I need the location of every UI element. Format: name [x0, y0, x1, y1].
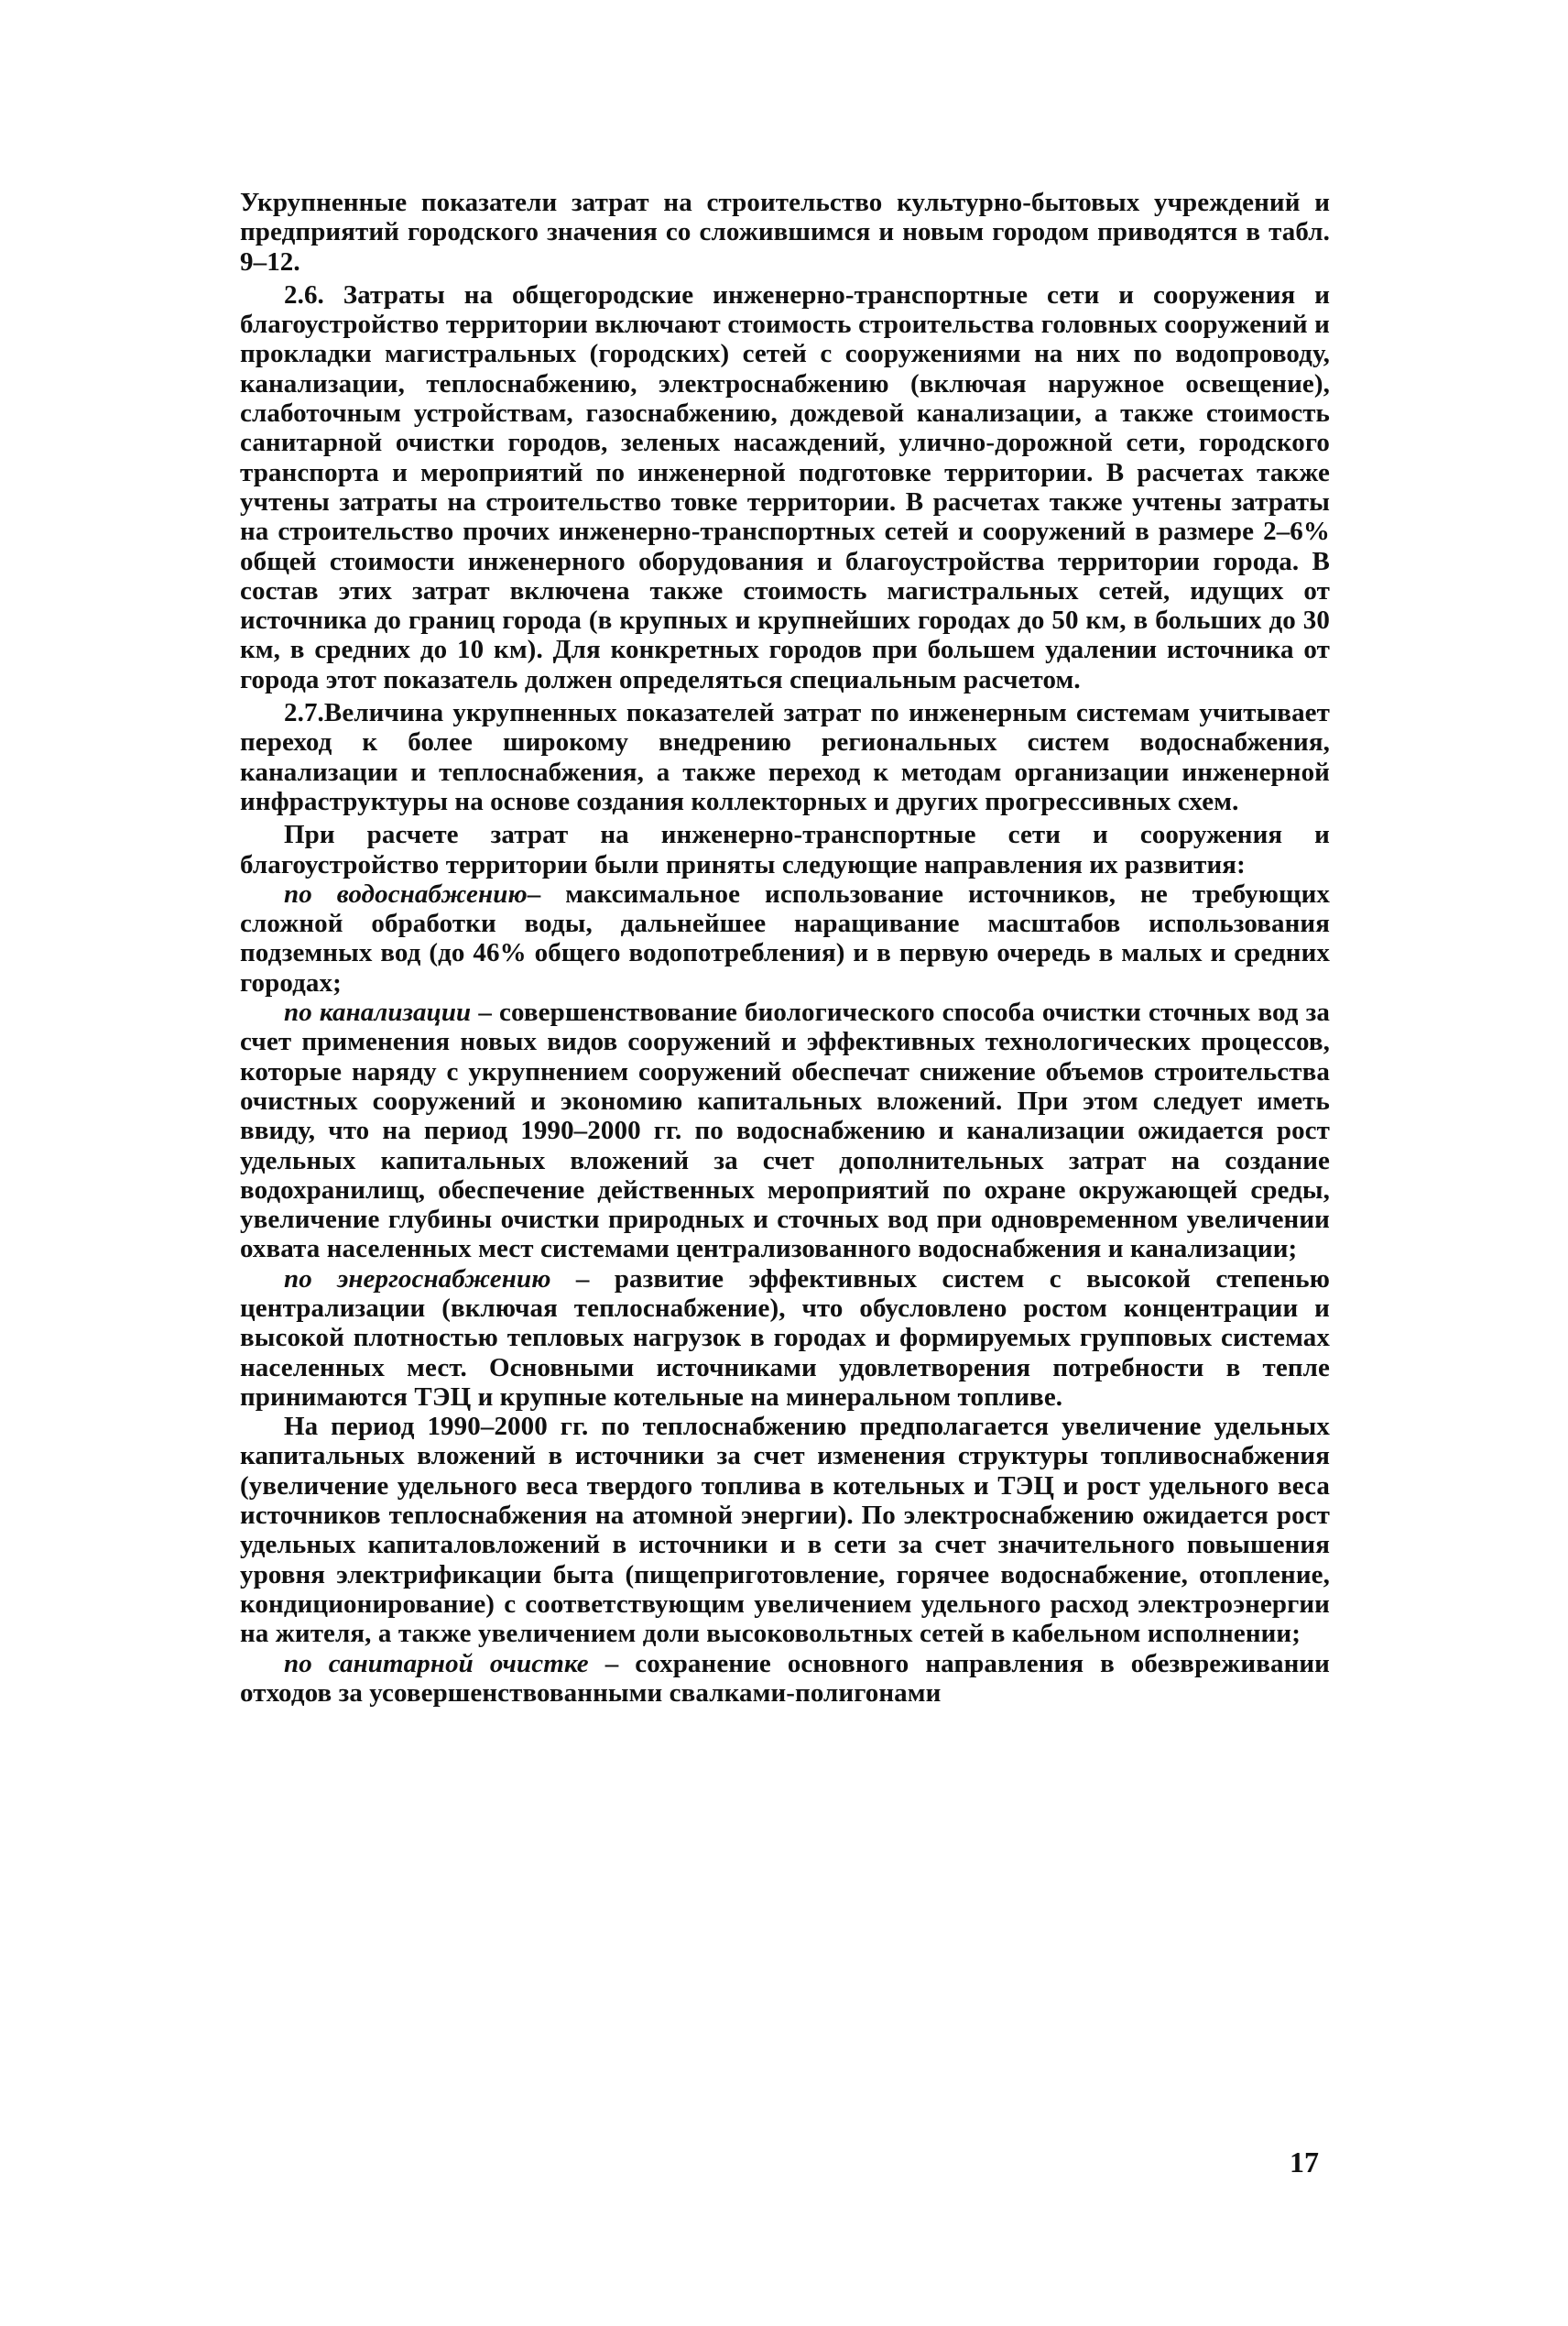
lead-sanitation: по санитарной очистке	[284, 1648, 589, 1678]
paragraph-water-supply	[240, 879, 1330, 998]
lead-water-supply: по водоснабжению	[284, 879, 528, 909]
document-page	[240, 188, 1330, 1708]
paragraph-energy-supply	[240, 1264, 1330, 1412]
page-number: 17	[1290, 2146, 1319, 2179]
paragraph-sanitation	[240, 1649, 1330, 1709]
paragraph-heat-supply: На период 1990–2000 гг. по теплоснабжению предполагается увеличение удельных капитальных вложений в источники за счет изменения структуры топливоснабжения (увеличение удельного веса твердого топлива в котельных и ТЭЦ и рост удельного веса источников теплоснабжения на атомной энергии). По электроснабжению ожидается рост удельных капиталовложений в источники и в сети за счет значительного повышения уровня электрификации быта (пищеприготовление, горячее водоснабжение, отопление, кондиционирование) с соответствующим увеличением удельного расход электроэнергии на жителя, а также увеличением доли высоковольтных сетей в кабельном исполнении;	[240, 1412, 1330, 1649]
text-sanitation: – сохранение основного направления в обезвреживании отходов за усовершенствованными свалками-полигонами	[240, 1648, 1330, 1708]
lead-sewerage: по канализации	[284, 998, 472, 1028]
paragraph-intro: Укрупненные показатели затрат на строительство культурно-бытовых учреждений и предприятий городского значения со сложившимся и новым городом приводятся в табл. 9–12.	[240, 188, 1330, 277]
paragraph-2-7: 2.7.Величина укрупненных показателей затрат по инженерным системам учитывает переход к более широкому внедрению региональных систем водоснабжения, канализации и теплоснабжения, а также переход к методам организации инженерной инфраструктуры на основе создания коллекторных и других прогрессивных схем.	[240, 698, 1330, 816]
paragraph-directions: При расчете затрат на инженерно-транспортные сети и сооружения и благоустройство территории были приняты следующие направления их развития:	[240, 820, 1330, 879]
paragraph-sewerage	[240, 998, 1330, 1264]
lead-energy-supply: по энергоснабжению	[284, 1263, 551, 1294]
text-energy-supply: – развитие эффективных систем с высокой степенью централизации (включая теплоснабжение), что обусловлено ростом концентрации и высокой плотностью тепловых нагрузок в городах и формируемых групповых системах населенных мест. Основными источниками удовлетворения потребности в тепле принимаются ТЭЦ и крупные котельные на минеральном топливе.	[240, 1263, 1330, 1412]
text-sewerage: – совершенствование биологического способа очистки сточных вод за счет применения новых видов сооружений и эффективных технологических процессов, которые наряду с укрупнением сооружений обеспечат снижение объемов строительства очистных сооружений и экономию капитальных вложений. При этом следует иметь ввиду, что на период 1990–2000 гг. по водоснабжению и канализации ожидается рост удельных капитальных вложений за счет дополнительных затрат на создание водохранилищ, обеспечение действенных мероприятий по охране окружающей среды, увеличение глубины очистки природных и сточных вод при одновременном увеличении охвата населенных мест системами централизованного водоснабжения и канализации;	[240, 998, 1330, 1264]
paragraph-2-6: 2.6. Затраты на общегородские инженерно-транспортные сети и сооружения и благоустройство территории включают стоимость строительства головных сооружений и прокладки магистральных (городских) сетей с сооружениями на них по водопроводу, канализации, теплоснабжению, электроснабжению (включая наружное освещение), слаботочным устройствам, газоснабжению, дождевой канализации, а также стоимость санитарной очистки городов, зеленых насаждений, улично-дорожной сети, городского транспорта и мероприятий по инженерной подготовке территории. В расчетах также учтены затраты на строительство товке территории. В расчетах также учтены затраты на строительство прочих инженерно-транспортных сетей и сооружений в размере 2–6% общей стоимости инженерного оборудования и благоустройства территории города. В состав этих затрат включена также стоимость магистральных сетей, идущих от источника до границ города (в крупных и крупнейших городах до 50 км, в больших до 30 км, в средних до 10 км). Для конкретных городов при большем удалении источника от города этот показатель должен определяться специальным расчетом.	[240, 279, 1330, 694]
text-water-supply: – максимальное использование источников, не требующих сложной обработки воды, дальнейшее наращивание масштабов использования подземных вод (до 46% общего водопотребления) и в первую очередь в малых и средних городах;	[240, 879, 1330, 998]
